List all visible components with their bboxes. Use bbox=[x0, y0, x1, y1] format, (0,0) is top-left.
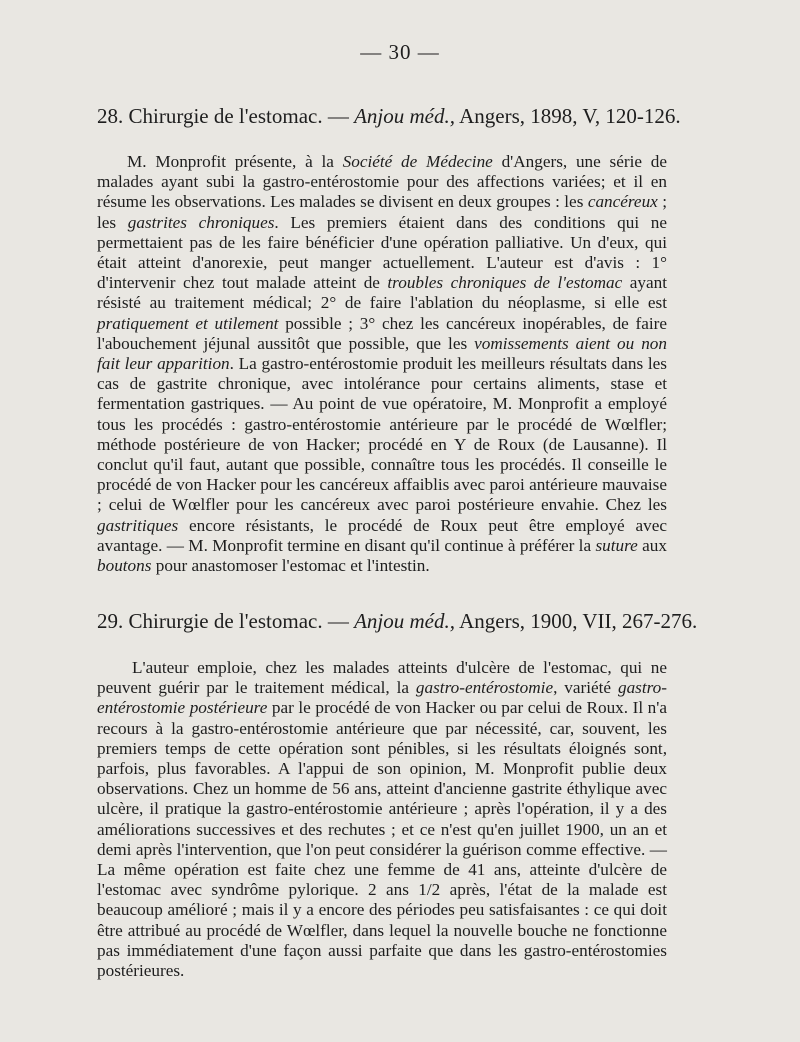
entry-heading bbox=[97, 609, 698, 634]
text-segment: d'Angers, une série de malades ayant subi la gastro-entérostomie pour des affections variées; et il en résume les observations. Les malades se divisent en deux groupes : les bbox=[97, 152, 667, 212]
text-segment: . Les premiers étaient dans des conditions qui ne permettaient pas de les faire bénéficier d'une opération palliative. Un d'eux, qui était atteint d'anorexie, peut manger actuellement. L'auteur est d'avis : 1° d'intervenir chez tout malade atteint de bbox=[97, 212, 668, 293]
italic-text: gastrites chroniques bbox=[127, 212, 275, 232]
entry-journal: Anjou méd., bbox=[354, 104, 456, 128]
text-segment: possible ; 3° chez les cancéreux inopérables, de faire l'abouchement jéjunal aussitôt que possible, que les bbox=[97, 313, 667, 353]
page-number: — 30 — bbox=[360, 40, 440, 64]
text-segment: pour anastomoser l'estomac et l'intestin. bbox=[151, 556, 430, 576]
entry-number: 28. bbox=[97, 104, 124, 128]
text-segment: ; les bbox=[97, 192, 667, 232]
entry-abstract bbox=[97, 658, 667, 981]
text-segment: ayant résisté au traitement médical; 2° de faire l'ablation du néoplasme, si elle est bbox=[97, 273, 667, 313]
italic-text: gastro-entérostomie postérieure bbox=[97, 678, 667, 718]
entry-heading bbox=[97, 104, 687, 129]
entry-title: Chirurgie de l'estomac. — bbox=[128, 104, 349, 128]
italic-text: vomissements aient ou non fait leur apparition bbox=[97, 333, 667, 374]
italic-text: suture bbox=[595, 535, 638, 555]
text-segment: aux bbox=[637, 535, 667, 555]
italic-text: troubles chroniques de l'estomac bbox=[387, 273, 623, 293]
italic-text: Société de Médecine bbox=[342, 152, 493, 171]
italic-text: boutons bbox=[97, 556, 152, 576]
italic-text: gastritiques bbox=[97, 515, 179, 535]
entry-title: Chirurgie de l'estomac. — bbox=[128, 609, 349, 633]
text-segment: . La gastro-entérostomie produit les meilleurs résultats dans les cas de gastrite chronique, avec intolérance pour certains aliments, stase et fermentation gastriques. — Au point de vue opératoire, M. Monprofit a employé tous les procédés : gastro-entérostomie antérieure par le procédé de Wœlfler; méthode postérieure de von Hacker; procédé en Y de Roux (de Lausanne). Il conclut qu'il faut, autant que possible, connaître tous les procédés. Il conseille le procédé de von Hacker pour les cancéreux affaiblis avec paroi antérieure mauvaise ; celui de Wœlfler pour les cancéreux avec paroi postérieure envahie. Chez les bbox=[97, 354, 667, 515]
italic-text: gastro-entérostomie bbox=[415, 678, 554, 698]
text-segment: , variété bbox=[553, 678, 618, 698]
entry-citation: Angers, 1900, VII, 267-276. bbox=[459, 609, 698, 633]
entry-number: 29. bbox=[97, 609, 124, 633]
text-segment: L'auteur emploie, chez les malades atteints d'ulcère de l'estomac, qui ne peuvent guérir par le traitement médical, la bbox=[97, 658, 667, 698]
entry-citation: Angers, 1898, V, 120-126. bbox=[459, 104, 681, 128]
text-segment: M. Monprofit présente, à la bbox=[127, 152, 343, 171]
entry-journal: Anjou méd., bbox=[354, 609, 456, 633]
entry-abstract bbox=[97, 152, 667, 576]
text-segment: encore résistants, le procédé de Roux peut être employé avec avantage. — M. Monprofit termine en disant qu'il continue à préférer la bbox=[97, 515, 667, 555]
text-segment: par le procédé de von Hacker ou par celui de Roux. Il n'a recours à la gastro-entérostomie antérieure que par nécessité, car, souvent, les premiers temps de cette opération sont pénibles, si les résultats éloignés sont, parfois, plus favorables. A l'appui de son opinion, M. Monprofit publie deux observations. Chez un homme de 56 ans, atteint d'ancienne gastrite éthylique avec ulcère, il pratique la gastro-entérostomie antérieure ; après l'opération, il y a des améliorations successives et des rechutes ; et ce n'est qu'en juillet 1900, un an et demi après l'intervention, que l'on peut considérer la guérison comme effective. — La même opération est faite chez une femme de 41 ans, atteinte d'ulcère de l'estomac avec syndrôme pylorique. 2 ans 1/2 après, l'état de la malade est beaucoup amélioré ; mais il y a encore des périodes peu satisfaisantes : ce qui doit être attribué au procédé de Wœlfler, dans lequel la nouvelle bouche ne fonctionne pas immédiatement d'une façon aussi parfaite que dans les gastro-entérostomies postérieures. bbox=[97, 698, 667, 981]
italic-text: pratiquement et utilement bbox=[97, 313, 279, 333]
italic-text: cancéreux bbox=[587, 192, 658, 212]
